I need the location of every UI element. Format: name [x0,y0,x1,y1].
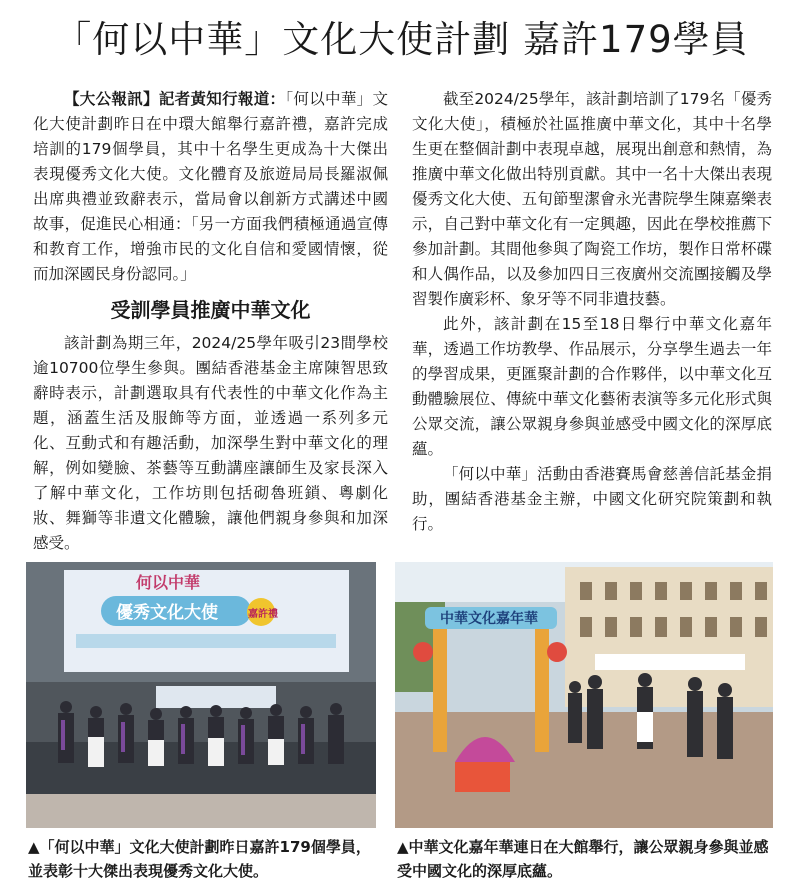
banner-badge-text: 嘉許禮 [248,609,278,620]
lead-text: 「何以中華」文化大使計劃昨日在中環大館舉行嘉許禮，嘉許完成培訓的179個學員，其中十名學生更成為十大傑出表現優秀文化大使。文化體育及旅遊局局長羅淑佩出席典禮並致辭表示，當局會以創新方式講述中國故事，促進民心相通：「另一方面我們積極通過宣傳和教育工作，增強市民的文化自信和愛國情懷，從而加深國民身份認同。」 [33,90,388,283]
article-column-left [33,87,388,556]
dateline: 【大公報訊】記者黃知行報道： [64,90,286,108]
arch-sign-text: 中華文化嘉年華 [440,611,538,627]
headline: 「何以中華」文化大使計劃 嘉許179學員 [54,18,749,61]
subheading: 受訓學員推廣中華文化 [110,298,311,322]
photo-caption-left: ▲「何以中華」文化大使計劃昨日嘉許179個學員，並表彰十大傑出表現優秀文化大使。 [28,838,371,880]
body-paragraph: 截至2024/25學年，該計劃培訓了179名「優秀文化大使」，積極於社區推廣中華文化，其中十名學生更在整個計劃中表現卓越，展現出創意和熱情，為推廣中華文化做出特別貢獻。其中一名十大傑出表現優秀文化大使、五旬節聖潔會永光書院學生陳嘉樂表示，自己對中華文化有一定興趣，因此在學校推薦下參加計劃。其間他參與了陶瓷工作坊，製作日常杯碟和人偶作品，以及參加四日三夜廣州交流團接觸及學習製作廣彩杯、象牙等不同非遺技藝。 [412,90,772,308]
lead-paragraph [33,87,388,287]
body-paragraph: 「何以中華」活動由香港賽馬會慈善信託基金捐助，團結香港基金主辦，中國文化研究院策劃和執行。 [412,465,772,533]
photo-caption-right: ▲中華文化嘉年華連日在大館舉行，讓公眾親身參與並感受中國文化的深厚底蘊。 [397,838,769,880]
banner-logo-text: 何以中華 [136,573,201,592]
photo-carnival [395,562,773,828]
article-column-right [412,87,772,537]
banner-main-text: 優秀文化大使 [116,603,218,623]
body-paragraph: 該計劃為期三年，2024/25學年吸引23間學校逾10700位學生參與。團結香港基金主席陳智思致辭時表示，計劃選取具有代表性的中華文化作為主題，涵蓋生活及服飾等方面，並透過一系列多元化、互動式和有趣活動，加深學生對中華文化的理解，例如變臉、茶藝等互動講座讓師生及家長深入了解中華文化，工作坊則包括砌魯班鎖、粵劇化妝、舞獅等非遺文化體驗，讓他們親身參與和加深感受。 [33,334,388,552]
photo-ceremony [26,562,376,828]
body-paragraph: 此外，該計劃在15至18日舉行中華文化嘉年華，透過工作坊教學、作品展示，分享學生過去一年的學習成果，更匯聚計劃的合作夥伴，以中華文化互動體驗展位、傳統中華文化藝術表演等多元化形式與公眾交流，讓公眾親身參與並感受中國文化的深厚底蘊。 [412,315,772,458]
